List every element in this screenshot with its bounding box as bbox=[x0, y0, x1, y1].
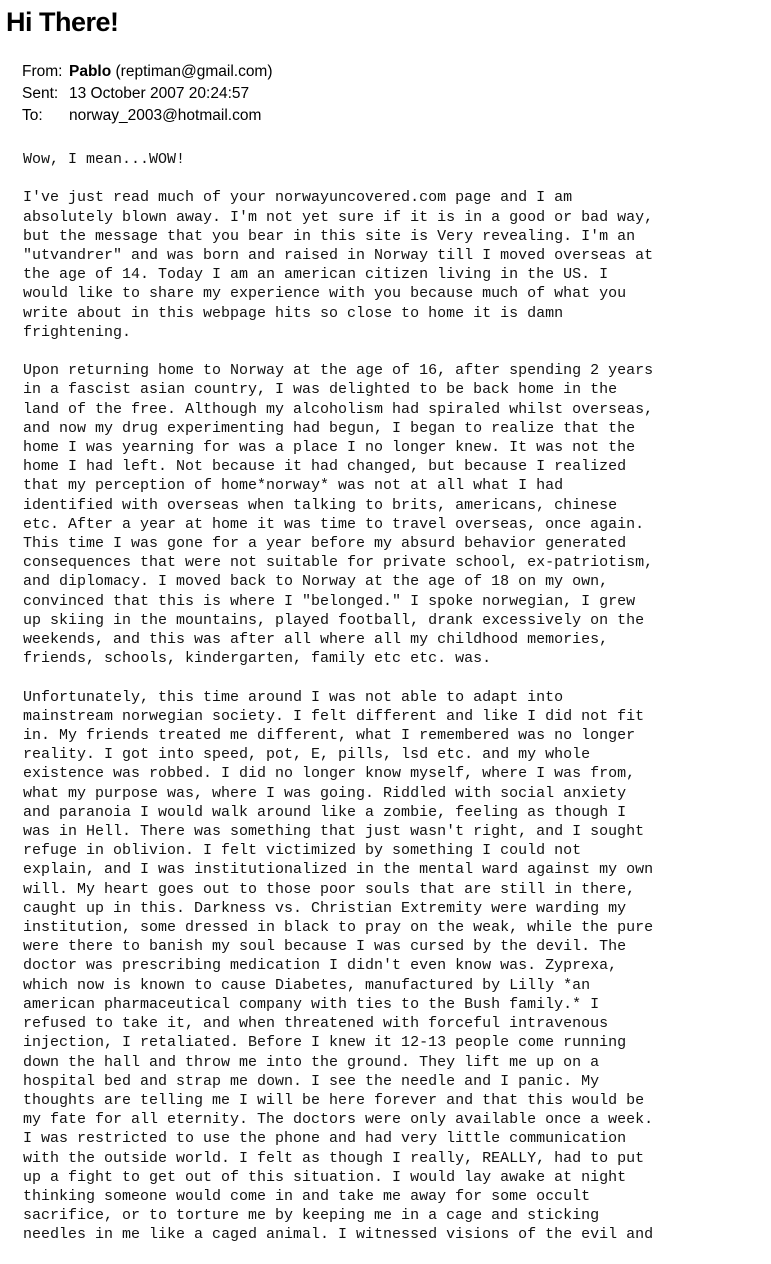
from-row bbox=[22, 61, 273, 83]
recipient-email: norway_2003@hotmail.com bbox=[69, 107, 262, 124]
to-label: To: bbox=[22, 107, 43, 124]
body-paragraph-intro: I've just read much of your norwayuncovered.com page and I am absolutely blown away. I'm not yet sure if it is in a good or bad way, but the message that you bear in this site is Very revealing. I'm an "utvandrer" and was born and raised in Norway till I moved overseas at the age of 14. Today I am an american citizen living in the US. I would like to share my experience with you because much of what you write about in this webpage hits so close to home it is damn frightening. bbox=[23, 189, 654, 341]
email-body bbox=[23, 150, 763, 1264]
sent-label: Sent: bbox=[22, 85, 59, 102]
to-row bbox=[22, 105, 273, 127]
body-paragraph-greeting: Wow, I mean...WOW! bbox=[23, 151, 186, 168]
sent-row bbox=[22, 83, 273, 105]
from-label: From: bbox=[22, 63, 63, 80]
sender-name: Pablo bbox=[69, 63, 112, 80]
sent-date: 13 October 2007 20:24:57 bbox=[69, 85, 250, 102]
page-title: Hi There! bbox=[6, 7, 119, 37]
email-headers bbox=[22, 61, 273, 127]
body-paragraph-return-to-norway: Upon returning home to Norway at the age of 16, after spending 2 years in a fascist asian country, I was delighted to be back home in the land of the free. Although my alcoholism had spiraled whilst overseas, and now my drug experimenting had begun, I began to realize that the home I was yearning for was a place I no longer knew. It was not the home I had left. Not because it had changed, but because I realized that my perception of home*norway* was not at all what I had identified with overseas when talking to brits, americans, chinese etc. After a year at home it was time to travel overseas, once again. This time I was gone for a year before my absurd behavior generated consequences that were not suitable for private school, ex-patriotism, and diplomacy. I moved back to Norway at the age of 18 on my own, convinced that this is where I "belonged." I spoke norwegian, I grew up skiing in the mountains, played football, drank excessively on the weekends, and this was after all where all my childhood memories, friends, schools, kindergarten, family etc etc. was. bbox=[23, 362, 654, 668]
sender-email: (reptiman@gmail.com) bbox=[115, 63, 273, 80]
body-paragraph-institution: Unfortunately, this time around I was not able to adapt into mainstream norwegian society. I felt different and like I did not fit in. My friends treated me different, what I remembered was no longer reality. I got into speed, pot, E, pills, lsd etc. and my whole existence was robbed. I did no longer know myself, where I was from, what my purpose was, where I was going. Riddled with social anxiety and paranoia I would walk around like a zombie, feeling as though I was in Hell. There was something that just wasn't right, and I sought refuge in oblivion. I felt victimized by something I could not explain, and I was institutionalized in the mental ward against my own will. My heart goes out to those poor souls that are still in there, caught up in this. Darkness vs. Christian Extremity were warding my institution, some dressed in black to pray on the weak, while the pure were there to banish my soul because I was cursed by the devil. The doctor was prescribing medication I didn't even know was. Zyprexa, which now is known to cause Diabetes, manufactured by Lilly *an american pharmaceutical company with ties to the Bush family.* I refused to take it, and when threatened with forceful intravenous injection, I retaliated. Before I knew it 12-13 people come running down the hall and throw me into the ground. They lift me up on a hospital bed and strap me down. I see the needle and I panic. My thoughts are telling me I will be here forever and that this would be my fate for all eternity. The doctors were only available once a week. I was restricted to use the phone and had very little communication with the outside world. I felt as though I really, REALLY, had to put up a fight to get out of this situation. I would lay awake at night thinking someone would come in and take me away for some occult sacrifice, or to torture me by keeping me in a cage and sticking needles in me like a caged animal. I witnessed visions of the evil and bbox=[23, 688, 654, 1244]
